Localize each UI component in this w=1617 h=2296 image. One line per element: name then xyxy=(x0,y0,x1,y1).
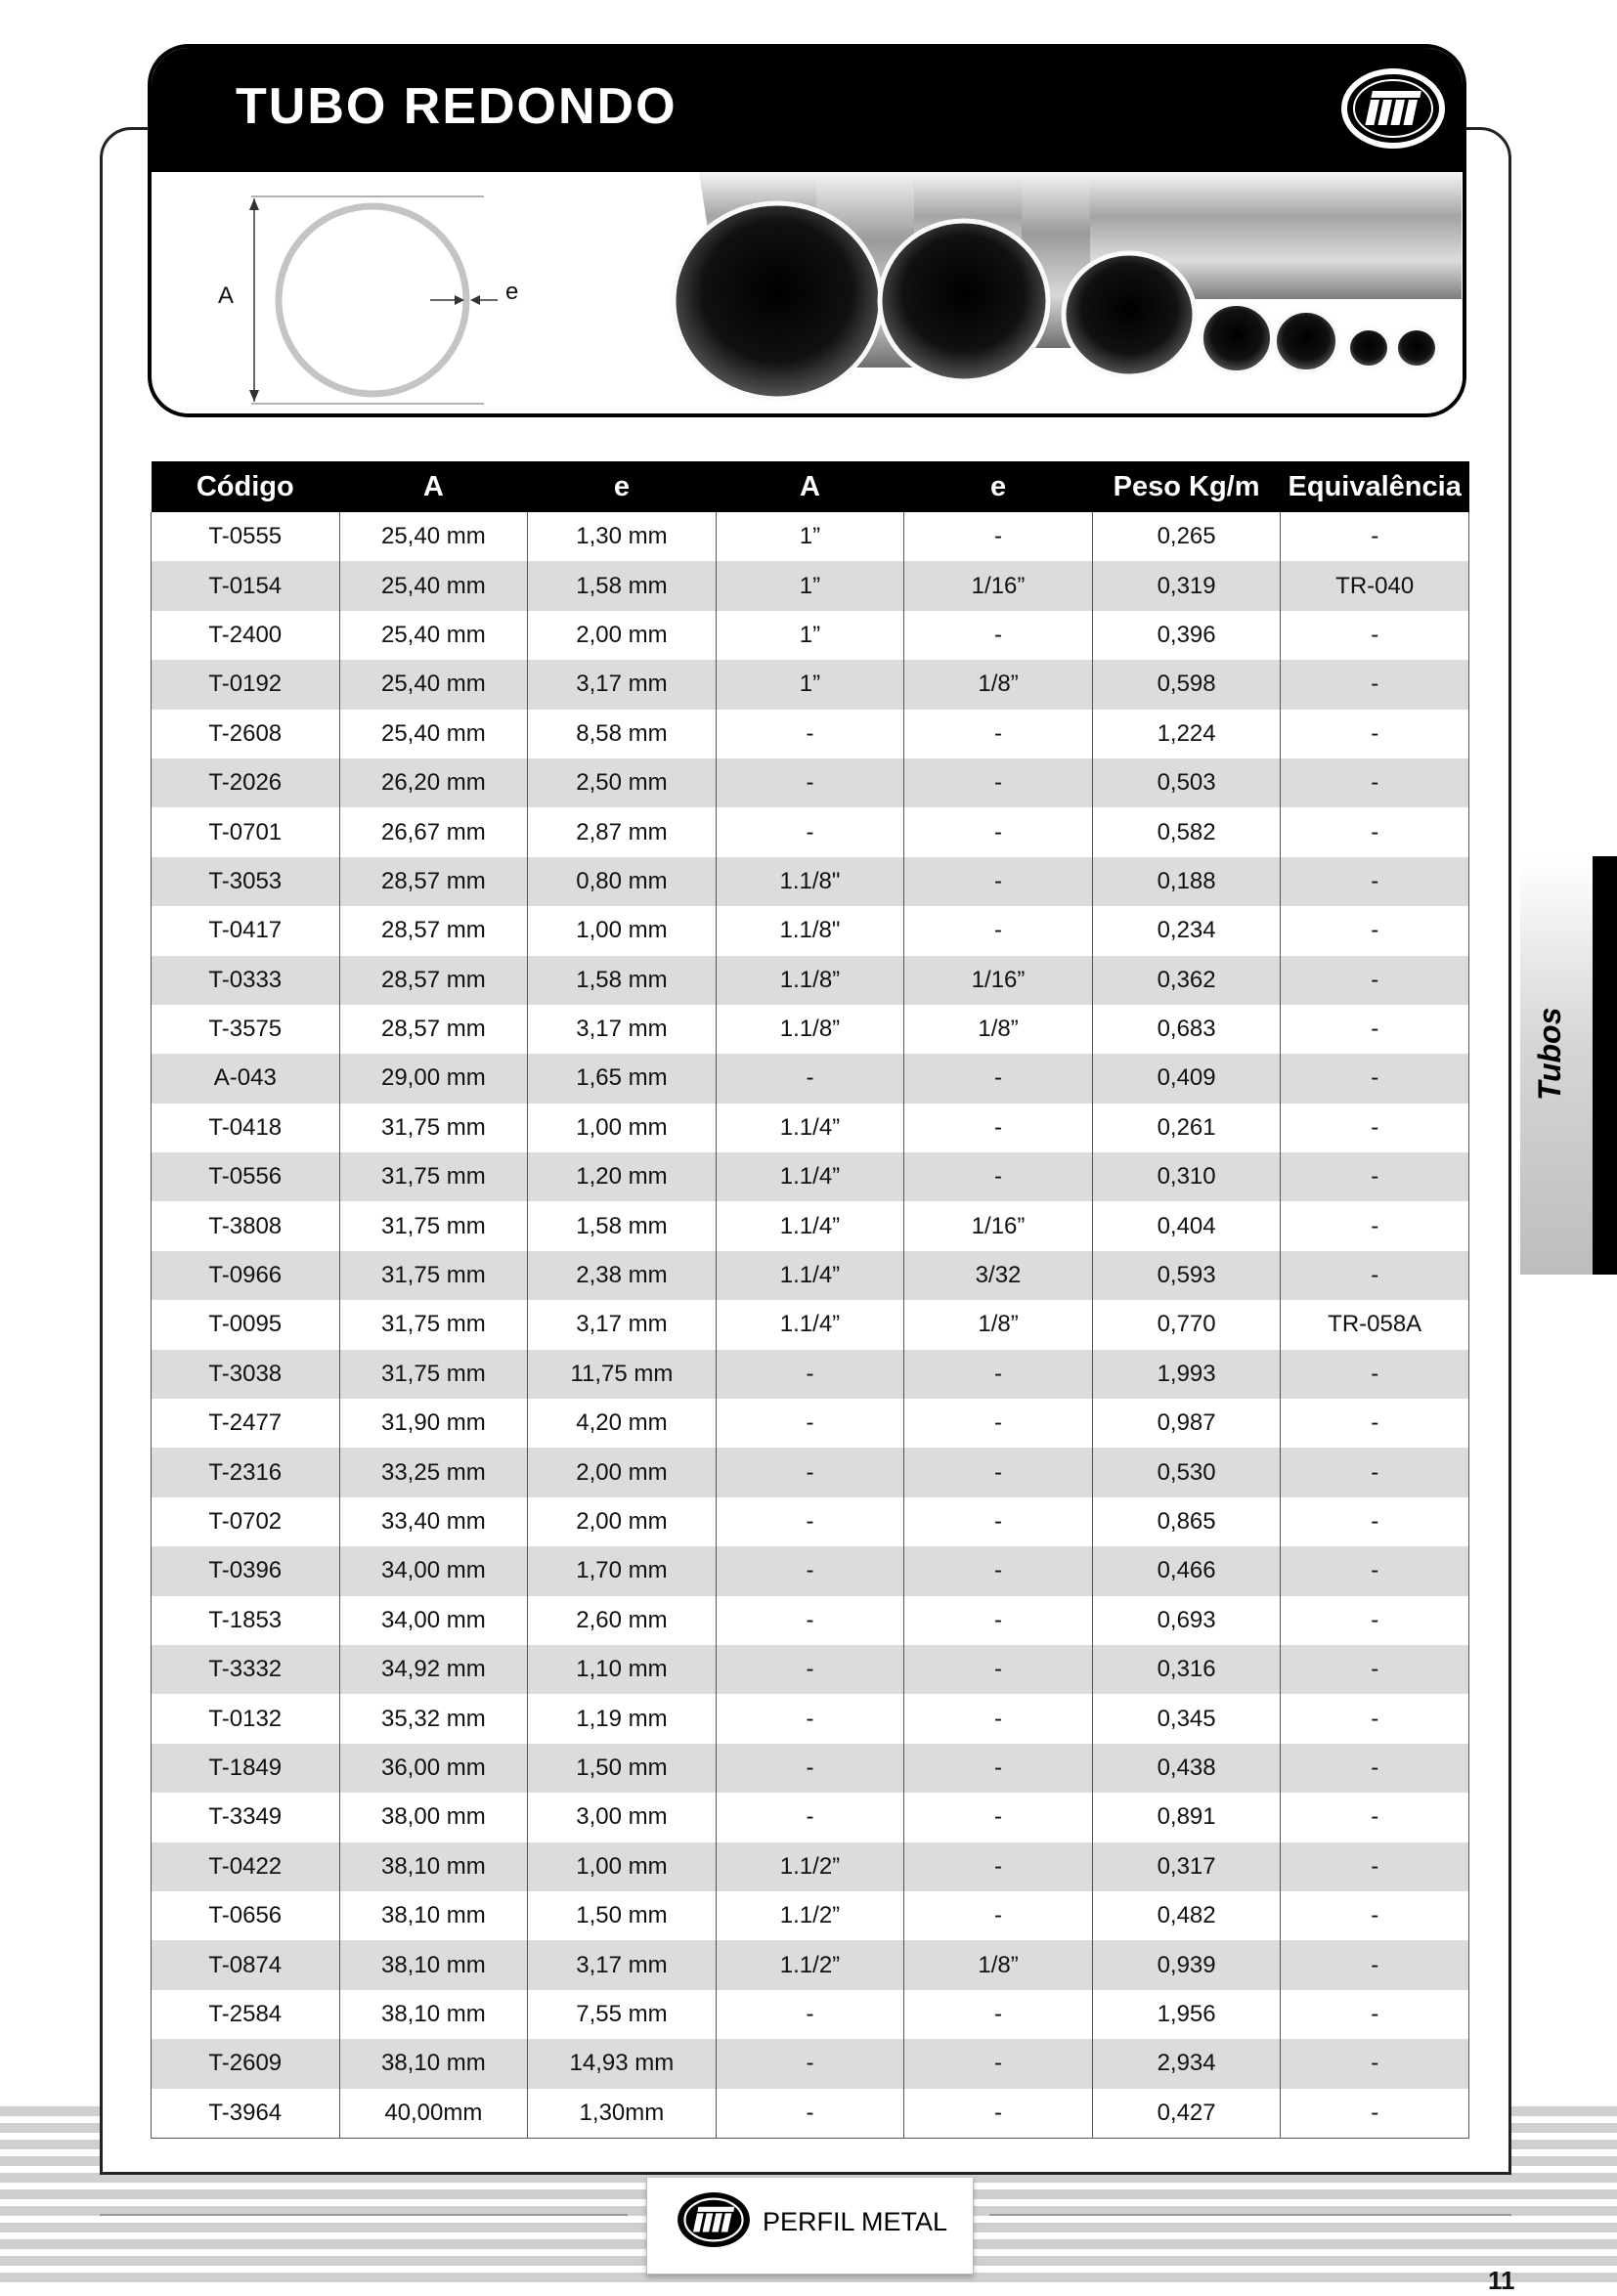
page-number: 11 xyxy=(1488,2266,1515,2295)
table-cell: - xyxy=(1281,1201,1469,1250)
table-cell: 31,90 mm xyxy=(339,1399,528,1448)
table-cell: 38,00 mm xyxy=(339,1793,528,1841)
brand-logo-icon xyxy=(675,2189,753,2250)
table-cell: 0,693 xyxy=(1092,1596,1281,1645)
table-row xyxy=(152,807,1469,856)
table-cell: 2,38 mm xyxy=(528,1251,717,1300)
table-cell: 29,00 mm xyxy=(339,1054,528,1103)
table-cell: - xyxy=(1281,1645,1469,1694)
table-row xyxy=(152,1300,1469,1349)
table-cell: 0,598 xyxy=(1092,660,1281,709)
table-cell: 0,770 xyxy=(1092,1300,1281,1349)
table-cell: - xyxy=(904,1448,1093,1496)
table-cell: 1,50 mm xyxy=(528,1744,717,1793)
table-cell: 25,40 mm xyxy=(339,660,528,709)
table-cell: 1.1/4” xyxy=(716,1152,904,1201)
footer-rule-left xyxy=(100,2214,628,2216)
table-cell: 1/16” xyxy=(904,1201,1093,1250)
table-cell: - xyxy=(1281,1448,1469,1496)
table-row xyxy=(152,1744,1469,1793)
table-cell: - xyxy=(904,512,1093,561)
table-row xyxy=(152,611,1469,660)
table-cell: 0,503 xyxy=(1092,758,1281,807)
dimension-label-e: e xyxy=(505,279,519,305)
table-row xyxy=(152,1546,1469,1595)
table-cell: - xyxy=(716,807,904,856)
table-cell: - xyxy=(904,1546,1093,1595)
table-cell: T-0333 xyxy=(152,956,340,1005)
table-cell: - xyxy=(1281,2039,1469,2088)
table-cell: 0,530 xyxy=(1092,1448,1281,1496)
table-row xyxy=(152,1399,1469,1448)
table-cell: 1,58 mm xyxy=(528,956,717,1005)
table-cell: 1/8” xyxy=(904,660,1093,709)
table-cell: T-1849 xyxy=(152,1744,340,1793)
table-cell: 0,316 xyxy=(1092,1645,1281,1694)
table-cell: 0,317 xyxy=(1092,1842,1281,1891)
tube-section-diagram xyxy=(181,185,591,417)
table-cell: 2,934 xyxy=(1092,2039,1281,2088)
table-cell: T-2400 xyxy=(152,611,340,660)
table-cell: 7,55 mm xyxy=(528,1990,717,2039)
table-cell: T-3964 xyxy=(152,2089,340,2139)
table-cell: T-0417 xyxy=(152,906,340,955)
table-header-row xyxy=(152,461,1469,512)
table-cell: 1” xyxy=(716,611,904,660)
table-cell: T-0966 xyxy=(152,1251,340,1300)
table-cell: - xyxy=(1281,1694,1469,1743)
column-header: A xyxy=(339,461,528,512)
table-cell: 2,00 mm xyxy=(528,611,717,660)
table-cell: 1,50 mm xyxy=(528,1891,717,1940)
table-cell: - xyxy=(904,1104,1093,1152)
table-cell: - xyxy=(904,1990,1093,2039)
table-cell: - xyxy=(904,1497,1093,1546)
table-cell: 2,00 mm xyxy=(528,1448,717,1496)
table-cell: T-0095 xyxy=(152,1300,340,1349)
table-cell: 36,00 mm xyxy=(339,1744,528,1793)
table-cell: - xyxy=(1281,758,1469,807)
table-cell: 1,00 mm xyxy=(528,1842,717,1891)
table-cell: T-0656 xyxy=(152,1891,340,1940)
table-row xyxy=(152,2089,1469,2139)
table-cell: 1,65 mm xyxy=(528,1054,717,1103)
footer-rule-right xyxy=(989,2214,1511,2216)
table-cell: 26,20 mm xyxy=(339,758,528,807)
table-cell: - xyxy=(904,710,1093,758)
table-cell: - xyxy=(904,1793,1093,1841)
table-cell: 1” xyxy=(716,561,904,610)
table-row xyxy=(152,1005,1469,1054)
table-cell: 1/16” xyxy=(904,956,1093,1005)
table-cell: T-3332 xyxy=(152,1645,340,1694)
table-cell: - xyxy=(716,1596,904,1645)
table-cell: 0,404 xyxy=(1092,1201,1281,1250)
table-cell: 1” xyxy=(716,660,904,709)
table-cell: - xyxy=(1281,710,1469,758)
table-cell: T-0702 xyxy=(152,1497,340,1546)
table-cell: 1,10 mm xyxy=(528,1645,717,1694)
table-cell: - xyxy=(716,710,904,758)
table-cell: - xyxy=(1281,660,1469,709)
table-cell: 0,482 xyxy=(1092,1891,1281,1940)
table-cell: 4,20 mm xyxy=(528,1399,717,1448)
page-title: TUBO REDONDO xyxy=(236,78,677,135)
table-cell: 1,224 xyxy=(1092,710,1281,758)
table-cell: - xyxy=(716,1448,904,1496)
table-cell: 34,92 mm xyxy=(339,1645,528,1694)
table-cell: 28,57 mm xyxy=(339,906,528,955)
table-cell: 1,70 mm xyxy=(528,1546,717,1595)
table-cell: 38,10 mm xyxy=(339,1940,528,1989)
table-cell: T-3053 xyxy=(152,857,340,906)
table-cell: T-0874 xyxy=(152,1940,340,1989)
table-cell: 38,10 mm xyxy=(339,1891,528,1940)
tube-specs-table xyxy=(151,461,1469,2139)
table-cell: 1,58 mm xyxy=(528,561,717,610)
table-cell: 34,00 mm xyxy=(339,1546,528,1595)
table-cell: 1.1/4” xyxy=(716,1201,904,1250)
table-cell: 1,30mm xyxy=(528,2089,717,2139)
table-cell: 25,40 mm xyxy=(339,710,528,758)
table-cell: 3,17 mm xyxy=(528,1005,717,1054)
table-cell: T-2316 xyxy=(152,1448,340,1496)
table-cell: 0,362 xyxy=(1092,956,1281,1005)
table-cell: T-2026 xyxy=(152,758,340,807)
table-cell: - xyxy=(904,2089,1093,2139)
table-cell: 0,345 xyxy=(1092,1694,1281,1743)
table-row xyxy=(152,1152,1469,1201)
table-cell: 0,593 xyxy=(1092,1251,1281,1300)
column-header: e xyxy=(528,461,717,512)
table-row xyxy=(152,1596,1469,1645)
table-cell: 28,57 mm xyxy=(339,857,528,906)
table-cell: - xyxy=(904,1891,1093,1940)
table-cell: 0,265 xyxy=(1092,512,1281,561)
table-cell: - xyxy=(716,1497,904,1546)
table-cell: - xyxy=(1281,1596,1469,1645)
table-row xyxy=(152,1645,1469,1694)
table-cell: 1.1/4” xyxy=(716,1300,904,1349)
table-cell: - xyxy=(1281,1399,1469,1448)
table-cell: 0,466 xyxy=(1092,1546,1281,1595)
table-cell: 0,234 xyxy=(1092,906,1281,955)
column-header: Código xyxy=(152,461,340,512)
table-cell: - xyxy=(904,1842,1093,1891)
table-cell: - xyxy=(1281,1251,1469,1300)
table-cell: 31,75 mm xyxy=(339,1104,528,1152)
table-cell: 3,17 mm xyxy=(528,660,717,709)
table-cell: - xyxy=(716,1350,904,1399)
table-row xyxy=(152,1350,1469,1399)
table-cell: - xyxy=(716,2039,904,2088)
table-cell: 11,75 mm xyxy=(528,1350,717,1399)
column-header: e xyxy=(904,461,1093,512)
table-row xyxy=(152,2039,1469,2088)
table-cell: 3/32 xyxy=(904,1251,1093,1300)
table-cell: 1” xyxy=(716,512,904,561)
table-row xyxy=(152,956,1469,1005)
table-cell: 0,438 xyxy=(1092,1744,1281,1793)
table-cell: - xyxy=(716,758,904,807)
table-cell: T-0192 xyxy=(152,660,340,709)
table-cell: 1,58 mm xyxy=(528,1201,717,1250)
table-cell: 0,261 xyxy=(1092,1104,1281,1152)
table-cell: 3,00 mm xyxy=(528,1793,717,1841)
table-cell: TR-058A xyxy=(1281,1300,1469,1349)
table-cell: - xyxy=(716,1399,904,1448)
table-cell: T-1853 xyxy=(152,1596,340,1645)
table-cell: 1.1/8” xyxy=(716,1005,904,1054)
table-cell: 34,00 mm xyxy=(339,1596,528,1645)
table-row xyxy=(152,1793,1469,1841)
table-cell: - xyxy=(716,1990,904,2039)
table-cell: T-0132 xyxy=(152,1694,340,1743)
table-cell: T-2608 xyxy=(152,710,340,758)
table-cell: 1/8” xyxy=(904,1300,1093,1349)
table-row xyxy=(152,1497,1469,1546)
table-cell: - xyxy=(1281,1350,1469,1399)
table-cell: 1.1/4” xyxy=(716,1251,904,1300)
table-cell: - xyxy=(716,1645,904,1694)
table-row xyxy=(152,758,1469,807)
column-header: Equivalência xyxy=(1281,461,1469,512)
table-cell: 0,683 xyxy=(1092,1005,1281,1054)
header-bar xyxy=(152,48,1463,172)
tubes-photo xyxy=(660,172,1466,407)
table-cell: 1,19 mm xyxy=(528,1694,717,1743)
table-cell: - xyxy=(1281,1891,1469,1940)
table-cell: - xyxy=(1281,1842,1469,1891)
table-cell: 2,87 mm xyxy=(528,807,717,856)
table-cell: T-0701 xyxy=(152,807,340,856)
footer-brand-box xyxy=(646,2178,974,2274)
table-cell: 3,17 mm xyxy=(528,1940,717,1989)
table-cell: 31,75 mm xyxy=(339,1251,528,1300)
footer-brand-name: PERFIL METAL xyxy=(763,2207,948,2236)
table-cell: 1,20 mm xyxy=(528,1152,717,1201)
table-row xyxy=(152,906,1469,955)
table-cell: T-3808 xyxy=(152,1201,340,1250)
table-cell: 2,50 mm xyxy=(528,758,717,807)
table-cell: 1.1/2” xyxy=(716,1891,904,1940)
table-cell: 25,40 mm xyxy=(339,611,528,660)
table-cell: 1,00 mm xyxy=(528,1104,717,1152)
table-cell: 28,57 mm xyxy=(339,956,528,1005)
table-cell: - xyxy=(904,807,1093,856)
table-cell: - xyxy=(1281,611,1469,660)
table-cell: - xyxy=(904,2039,1093,2088)
table-cell: 28,57 mm xyxy=(339,1005,528,1054)
table-cell: T-0396 xyxy=(152,1546,340,1595)
table-cell: 38,10 mm xyxy=(339,2039,528,2088)
table-cell: T-2477 xyxy=(152,1399,340,1448)
table-row xyxy=(152,1940,1469,1989)
table-cell: - xyxy=(1281,1152,1469,1201)
table-cell: - xyxy=(904,1596,1093,1645)
table-cell: T-3349 xyxy=(152,1793,340,1841)
table-cell: T-3038 xyxy=(152,1350,340,1399)
table-cell: 0,319 xyxy=(1092,561,1281,610)
table-row xyxy=(152,660,1469,709)
table-cell: 1/8” xyxy=(904,1940,1093,1989)
table-cell: 31,75 mm xyxy=(339,1152,528,1201)
table-cell: 0,310 xyxy=(1092,1152,1281,1201)
table-row xyxy=(152,1054,1469,1103)
table-cell: - xyxy=(1281,1546,1469,1595)
table-row xyxy=(152,1842,1469,1891)
table-row xyxy=(152,561,1469,610)
table-cell: A-043 xyxy=(152,1054,340,1103)
table-cell: - xyxy=(904,1645,1093,1694)
table-cell: - xyxy=(904,611,1093,660)
table-cell: 38,10 mm xyxy=(339,1990,528,2039)
table-cell: - xyxy=(904,1054,1093,1103)
table-cell: 31,75 mm xyxy=(339,1300,528,1349)
table-cell: - xyxy=(1281,1744,1469,1793)
table-cell: 0,188 xyxy=(1092,857,1281,906)
table-cell: - xyxy=(716,1744,904,1793)
table-cell: TR-040 xyxy=(1281,561,1469,610)
table-cell: - xyxy=(904,1399,1093,1448)
table-cell: 1,30 mm xyxy=(528,512,717,561)
table-cell: 1,993 xyxy=(1092,1350,1281,1399)
table-cell: 1,956 xyxy=(1092,1990,1281,2039)
table-cell: T-2584 xyxy=(152,1990,340,2039)
table-cell: 31,75 mm xyxy=(339,1201,528,1250)
table-cell: - xyxy=(716,2089,904,2139)
table-cell: T-2609 xyxy=(152,2039,340,2088)
dimension-label-a: A xyxy=(218,282,235,309)
table-cell: - xyxy=(1281,1005,1469,1054)
table-cell: 38,10 mm xyxy=(339,1842,528,1891)
table-cell: - xyxy=(1281,807,1469,856)
table-cell: 1.1/8” xyxy=(716,956,904,1005)
table-cell: 0,396 xyxy=(1092,611,1281,660)
table-cell: 3,17 mm xyxy=(528,1300,717,1349)
table-cell: 1.1/8" xyxy=(716,857,904,906)
table-cell: 0,409 xyxy=(1092,1054,1281,1103)
table-row xyxy=(152,1990,1469,2039)
side-tab-bar xyxy=(1593,856,1617,1275)
table-cell: T-0418 xyxy=(152,1104,340,1152)
table-cell: 25,40 mm xyxy=(339,561,528,610)
table-cell: 1.1/4” xyxy=(716,1104,904,1152)
table-cell: T-0556 xyxy=(152,1152,340,1201)
table-cell: - xyxy=(1281,956,1469,1005)
table-cell: 33,25 mm xyxy=(339,1448,528,1496)
table-cell: 1.1/2” xyxy=(716,1940,904,1989)
table-cell: 2,00 mm xyxy=(528,1497,717,1546)
table-cell: - xyxy=(904,758,1093,807)
table-cell: 35,32 mm xyxy=(339,1694,528,1743)
table-row xyxy=(152,512,1469,561)
table-cell: - xyxy=(904,1694,1093,1743)
table-cell: - xyxy=(904,1152,1093,1201)
table-row xyxy=(152,1448,1469,1496)
table-cell: T-0154 xyxy=(152,561,340,610)
table-body xyxy=(152,512,1469,2138)
table-cell: 1/8” xyxy=(904,1005,1093,1054)
table-row xyxy=(152,1891,1469,1940)
table-row xyxy=(152,710,1469,758)
table-cell: 0,582 xyxy=(1092,807,1281,856)
table-cell: - xyxy=(904,857,1093,906)
column-header: Peso Kg/m xyxy=(1092,461,1281,512)
table-row xyxy=(152,857,1469,906)
table-cell: - xyxy=(904,1350,1093,1399)
table-cell: 8,58 mm xyxy=(528,710,717,758)
table-cell: - xyxy=(716,1546,904,1595)
table-cell: - xyxy=(1281,1940,1469,1989)
table-cell: 1,00 mm xyxy=(528,906,717,955)
table-cell: - xyxy=(1281,2089,1469,2139)
table-cell: 2,60 mm xyxy=(528,1596,717,1645)
table-cell: 0,427 xyxy=(1092,2089,1281,2139)
table-cell: 0,80 mm xyxy=(528,857,717,906)
side-tab-label: Tubos xyxy=(1532,1007,1567,1101)
table-cell: 14,93 mm xyxy=(528,2039,717,2088)
table-cell: 25,40 mm xyxy=(339,512,528,561)
table-cell: 33,40 mm xyxy=(339,1497,528,1546)
table-cell: - xyxy=(904,1744,1093,1793)
table-cell: 1.1/2” xyxy=(716,1842,904,1891)
table-cell: - xyxy=(1281,1990,1469,2039)
table-cell: 40,00mm xyxy=(339,2089,528,2139)
table-cell: 1.1/8" xyxy=(716,906,904,955)
table-cell: - xyxy=(716,1054,904,1103)
table-cell: - xyxy=(716,1793,904,1841)
header-card xyxy=(148,44,1466,417)
table-cell: T-0422 xyxy=(152,1842,340,1891)
table-cell: 1/16” xyxy=(904,561,1093,610)
brand-logo-icon xyxy=(1341,67,1445,150)
table-cell: T-3575 xyxy=(152,1005,340,1054)
table-cell: - xyxy=(1281,1104,1469,1152)
table-cell: 26,67 mm xyxy=(339,807,528,856)
table-cell: - xyxy=(1281,1793,1469,1841)
table-cell: T-0555 xyxy=(152,512,340,561)
table-row xyxy=(152,1694,1469,1743)
table-cell: 0,891 xyxy=(1092,1793,1281,1841)
side-tab xyxy=(1520,856,1617,1275)
table-cell: - xyxy=(1281,857,1469,906)
table-cell: - xyxy=(1281,512,1469,561)
table-row xyxy=(152,1251,1469,1300)
table-cell: - xyxy=(716,1694,904,1743)
table-cell: - xyxy=(1281,1054,1469,1103)
table-cell: 31,75 mm xyxy=(339,1350,528,1399)
table-row xyxy=(152,1104,1469,1152)
table-cell: 0,865 xyxy=(1092,1497,1281,1546)
column-header: A xyxy=(716,461,904,512)
table-row xyxy=(152,1201,1469,1250)
table-cell: - xyxy=(904,906,1093,955)
table-cell: 0,987 xyxy=(1092,1399,1281,1448)
table-cell: 0,939 xyxy=(1092,1940,1281,1989)
table-cell: - xyxy=(1281,906,1469,955)
table-cell: - xyxy=(1281,1497,1469,1546)
